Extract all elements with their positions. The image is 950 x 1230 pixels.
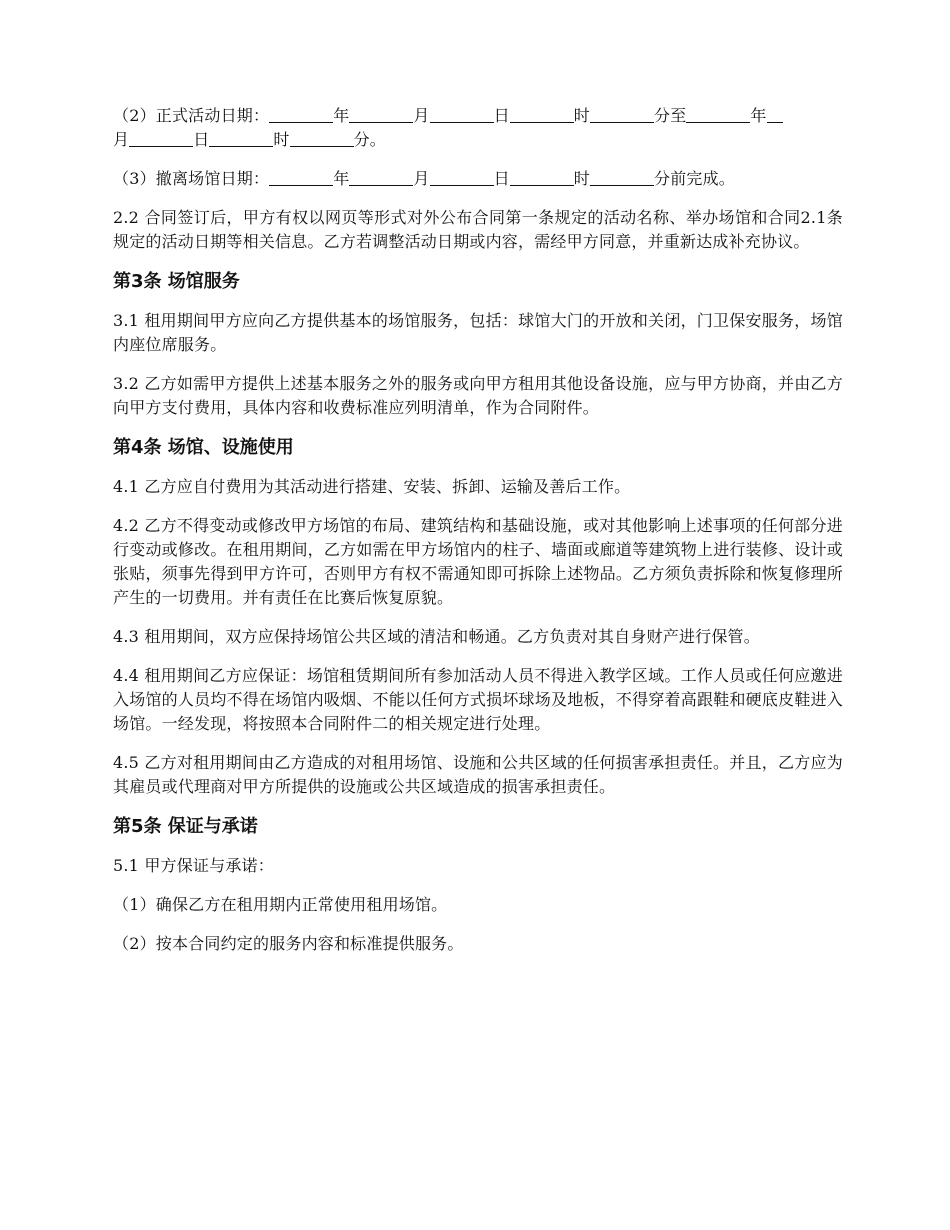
blank-field[interactable] [590, 106, 654, 123]
clause-4-1: 4.1 乙方应自付费用为其活动进行搭建、安装、拆卸、运输及善后工作。 [113, 477, 631, 496]
blank-field[interactable] [590, 169, 654, 186]
blank-field[interactable] [686, 106, 750, 123]
hour-unit: 时 [573, 106, 590, 125]
clause-5-1-item-2: （2）按本合同约定的服务内容和标准提供服务。 [113, 934, 464, 953]
clause-3-2: 3.2 乙方如需甲方提供上述基本服务之外的服务或向甲方租用其他设备设施，应与甲方协商，并由乙方向甲方支付费用，具体内容和收费标准应列明清单，作为合同附件。 [113, 374, 843, 417]
blank-field[interactable] [209, 130, 273, 147]
day-unit: 日 [493, 169, 510, 188]
blank-field[interactable] [510, 106, 574, 123]
withdraw-date-label: （3）撤离场馆日期： [113, 169, 270, 188]
clause-4-5: 4.5 乙方对租用期间由乙方造成的对租用场馆、设施和公共区域的任何损害承担责任。并且，乙方应为其雇员或代理商对甲方所提供的设施或公共区域造成的损害承担责任。 [113, 753, 843, 796]
year-unit: 年 [333, 106, 350, 125]
blank-field[interactable] [349, 169, 413, 186]
article-4-heading: 第4条 场馆、设施使用 [113, 437, 294, 458]
blank-field[interactable] [510, 169, 574, 186]
blank-field[interactable] [269, 106, 333, 123]
hour-unit: 时 [573, 169, 590, 188]
blank-field[interactable] [290, 130, 354, 147]
blank-field[interactable] [129, 130, 193, 147]
day-unit: 日 [493, 106, 510, 125]
clause-5-1: 5.1 甲方保证与承诺： [113, 856, 274, 875]
withdraw-date-line [113, 167, 843, 191]
clause-4-3: 4.3 租用期间，双方应保持场馆公共区域的清洁和畅通。乙方负责对其自身财产进行保管。 [113, 627, 760, 646]
clause-3-1: 3.1 租用期间甲方应向乙方提供基本的场馆服务，包括：球馆大门的开放和关闭，门卫保安服务，场馆内座位席服务。 [113, 311, 843, 354]
blank-field[interactable] [430, 169, 494, 186]
minute-to-unit: 分至 [654, 106, 687, 125]
formal-activity-date-line [113, 104, 843, 152]
contract-page [113, 104, 843, 971]
month-unit: 月 [113, 130, 130, 149]
minute-unit: 分前完成。 [654, 169, 736, 188]
clause-2-2: 2.2 合同签订后，甲方有权以网页等形式对外公布合同第一条规定的活动名称、举办场馆和合同2.1条规定的活动日期等相关信息。乙方若调整活动日期或内容，需经甲方同意，并重新达成补充协议。 [113, 208, 843, 251]
blank-field[interactable] [430, 106, 494, 123]
day-unit: 日 [193, 130, 210, 149]
clause-5-1-item-1: （1）确保乙方在租用期内正常使用租用场馆。 [113, 895, 448, 914]
month-unit: 月 [413, 169, 430, 188]
article-3-heading: 第3条 场馆服务 [113, 271, 240, 292]
formal-date-label: （2）正式活动日期： [113, 106, 270, 125]
hour-unit: 时 [273, 130, 290, 149]
article-5-heading: 第5条 保证与承诺 [113, 816, 258, 837]
month-unit: 月 [413, 106, 430, 125]
year-unit: 年 [333, 169, 350, 188]
blank-field[interactable] [269, 169, 333, 186]
minute-unit: 分。 [353, 130, 387, 149]
year-unit: 年 [750, 106, 767, 125]
blank-field[interactable] [349, 106, 413, 123]
clause-4-2: 4.2 乙方不得变动或修改甲方场馆的布局、建筑结构和基础设施，或对其他影响上述事项的任何部分进行变动或修改。在租用期间，乙方如需在甲方场馆内的柱子、墙面或廊道等建筑物上进行装修、设计或张贴，须事先得到甲方许可，否则甲方有权不需通知即可拆除上述物品。乙方须负责拆除和恢复修理所产生的一切费用。并有责任在比赛后恢复原貌。 [113, 516, 843, 607]
clause-4-4: 4.4 租用期间乙方应保证：场馆租赁期间所有参加活动人员不得进入教学区域。工作人员或任何应邀进入场馆的人员均不得在场馆内吸烟、不能以任何方式损坏球场及地板，不得穿着高跟鞋和硬底皮鞋进入场馆。一经发现，将按照本合同附件二的相关规定进行处理。 [113, 666, 843, 733]
blank-field[interactable] [767, 106, 783, 123]
